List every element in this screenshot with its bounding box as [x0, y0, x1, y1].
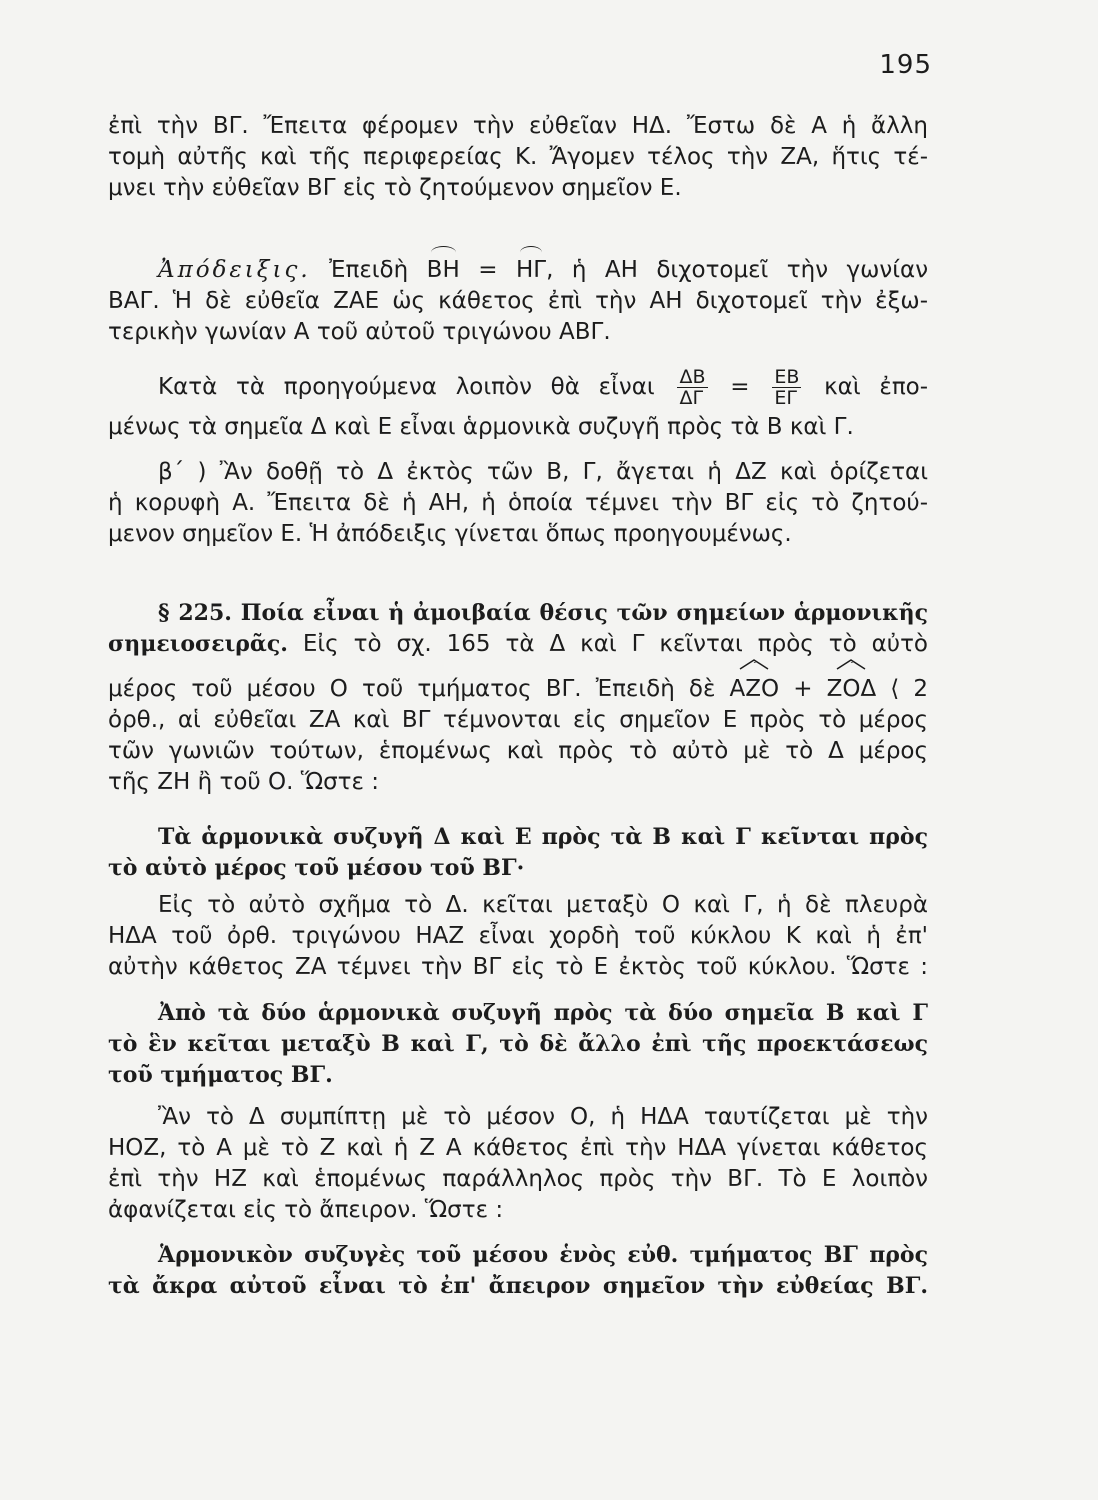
plus-sign: +: [779, 676, 827, 702]
rule-3: [108, 1240, 928, 1302]
text-line: μενον σημεῖον Ε. Ἡ ἀπόδειξις γίνεται ὅπως προηγουμένως.: [108, 521, 792, 547]
angle-text: ΖΟΔ: [826, 676, 877, 702]
rule-line: Τὰ ἁρμονικὰ συζυγῆ Δ καὶ Ε πρὸς τὰ Β καὶ Γ κεῖνται πρὸς: [158, 824, 928, 850]
ratio-text: Κατὰ τὰ προηγούμενα λοιπὸν θὰ εἶναι: [158, 374, 655, 400]
text-line: Εἰς τὸ αὐτὸ σχῆμα τὸ Δ. κεῖται μεταξὺ Ο καὶ Γ, ἡ δὲ πλευρὰ: [158, 892, 928, 918]
section-text: μέρος τοῦ μέσου Ο τοῦ τμήματος ΒΓ. Ἐπειδὴ δὲ: [108, 676, 730, 702]
text-line: τομὴ αὐτῆς καὶ τῆς περιφερείας Κ. Ἄγομεν τέλος τὴν ΖΑ, ἥτις τέ-: [108, 144, 928, 170]
angle-hat-icon: [835, 658, 867, 670]
text-line: [108, 629, 928, 660]
text-line: ΗΔΑ τοῦ ὀρθ. τριγώνου ΗΑΖ εἶναι χορδὴ τοῦ κύκλου Κ καὶ ἡ ἐπ': [108, 923, 928, 949]
text-line: Ἂν τὸ Δ συμπίπτῃ μὲ τὸ μέσον Ο, ἡ ΗΔΑ ταυτίζεται μὲ τὴν: [158, 1104, 928, 1130]
text-line: μνει τὴν εὐθεῖαν ΒΓ εἰς τὸ ζητούμενον σημεῖον Ε.: [108, 175, 682, 201]
denominator: ΔΓ: [679, 387, 704, 409]
text-line: τῶν γωνιῶν τούτων, ἑπομένως καὶ πρὸς τὸ αὐτὸ μὲ τὸ Δ μέρος: [108, 738, 928, 764]
text-line: β΄ ) Ἂν δοθῇ τὸ Δ ἐκτὸς τῶν Β, Γ, ἄγεται ἡ ΔΖ καὶ ὁρίζεται: [158, 459, 928, 485]
section-heading: [108, 598, 928, 629]
paragraph-ratio: [108, 362, 928, 443]
angle-line: [108, 674, 928, 705]
text-line: ἀφανίζεται εἰς τὸ ἄπειρον. Ὥστε :: [108, 1197, 504, 1223]
angle-azo: [730, 674, 780, 705]
ratio-line: [108, 362, 928, 412]
rule-line: τὸ αὐτὸ μέρος τοῦ μέσου τοῦ ΒΓ·: [108, 855, 525, 881]
equals-sign: =: [730, 374, 750, 400]
proof-label: Ἀπόδειξις.: [158, 257, 311, 283]
rule-line: Ἀπὸ τὰ δύο ἁρμονικὰ συζυγῆ πρὸς τὰ δύο σημεῖα Β καὶ Γ: [158, 1000, 928, 1026]
rule-line: τὰ ἄκρα αὐτοῦ εἶναι τὸ ἐπ' ἄπειρον σημεῖον τὴν εὐθείας ΒΓ.: [108, 1273, 928, 1299]
proof-text: Ἐπειδὴ: [329, 257, 409, 283]
numerator: ΔΒ: [679, 366, 706, 388]
section-text: ⟨ 2: [876, 676, 928, 702]
text-line: αὐτὴν κάθετος ΖΑ τέμνει τὴν ΒΓ εἰς τὸ Ε ἐκτὸς τοῦ κύκλου. Ὥστε :: [108, 954, 928, 980]
denominator: ΕΓ: [774, 387, 797, 409]
proof-line: [108, 255, 928, 286]
equals-sign: =: [478, 257, 498, 283]
fraction-db-dg: [677, 367, 707, 408]
text-line: μένως τὰ σημεῖα Δ καὶ Ε εἶναι ἁρμονικὰ συζυγῆ πρὸς τὰ Β καὶ Γ.: [108, 414, 854, 440]
rule-2: [108, 998, 928, 1091]
rule-line: τοῦ τμήματος ΒΓ.: [108, 1062, 333, 1088]
fraction-eb-eg: [772, 367, 801, 408]
section-225: [108, 598, 928, 798]
ratio-text: καὶ ἐπο-: [824, 374, 929, 400]
paragraph-case-b: [108, 457, 928, 550]
paragraph-construction: [108, 111, 928, 204]
text-line: ἐπὶ τὴν ΒΓ. Ἔπειτα φέρομεν τὴν εὐθεῖαν ΗΔ. Ἔστω δὲ Α ἡ ἄλλη: [108, 113, 928, 139]
paragraph-3: [108, 1102, 928, 1226]
section-text: Εἰς τὸ σχ. 165 τὰ Δ καὶ Γ κεῖνται πρὸς τὸ αὐτὸ: [287, 631, 928, 657]
rule-1: [108, 822, 928, 884]
rule-line: τὸ ἓν κεῖται μεταξὺ Β καὶ Γ, τὸ δὲ ἄλλο ἐπὶ τῆς προεκτάσεως: [108, 1031, 928, 1057]
angle-zod: [827, 674, 877, 705]
arc-bh: ΒΗ: [427, 255, 460, 286]
text-line: ΒΑΓ. Ἡ δὲ εὐθεῖα ΖΑΕ ὡς κάθετος ἐπὶ τὴν ΑΗ διχοτομεῖ τὴν ἐξω-: [108, 288, 928, 314]
rule-line: Ἁρμονικὸν συζυγὲς τοῦ μέσου ἑνὸς εὐθ. τμήματος ΒΓ πρὸς: [158, 1242, 928, 1268]
text-line: ἡ κορυφὴ Α. Ἔπειτα δὲ ἡ ΑΗ, ἡ ὁποία τέμνει τὴν ΒΓ εἰς τὸ ζητού-: [108, 490, 928, 516]
angle-hat-icon: [738, 658, 770, 670]
arc-hg: ΗΓ: [516, 255, 546, 286]
heading-text: σημειοσειρᾶς.: [108, 631, 288, 657]
text-line: ἐπὶ τὴν ΗΖ καὶ ἑπομένως παράλληλος πρὸς τὴν ΒΓ. Τὸ Ε λοιπὸν: [108, 1166, 928, 1192]
heading-text: § 225. Ποία εἶναι ἡ ἀμοιβαία θέσις τῶν σημείων ἁρμονικῆς: [158, 600, 928, 626]
proof-text: , ἡ ΑΗ διχοτομεῖ τὴν γωνίαν: [546, 257, 929, 283]
numerator: ΕΒ: [774, 366, 800, 388]
angle-text: ΑΖΟ: [729, 676, 780, 702]
page-number: 195: [879, 50, 932, 80]
text-line: ΗΟΖ, τὸ Α μὲ τὸ Ζ καὶ ἡ Ζ Α κάθετος ἐπὶ τὴν ΗΔΑ γίνεται κάθετος: [108, 1135, 928, 1161]
text-line: τερικὴν γωνίαν Α τοῦ αὐτοῦ τριγώνου ΑΒΓ.: [108, 319, 611, 345]
paragraph-proof: [108, 255, 928, 348]
text-line: ὀρθ., αἱ εὐθεῖαι ΖΑ καὶ ΒΓ τέμνονται εἰς σημεῖον Ε πρὸς τὸ μέρος: [108, 707, 928, 733]
paragraph-2: [108, 890, 928, 983]
text-line: τῆς ΖΗ ἢ τοῦ Ο. Ὥστε :: [108, 769, 380, 795]
